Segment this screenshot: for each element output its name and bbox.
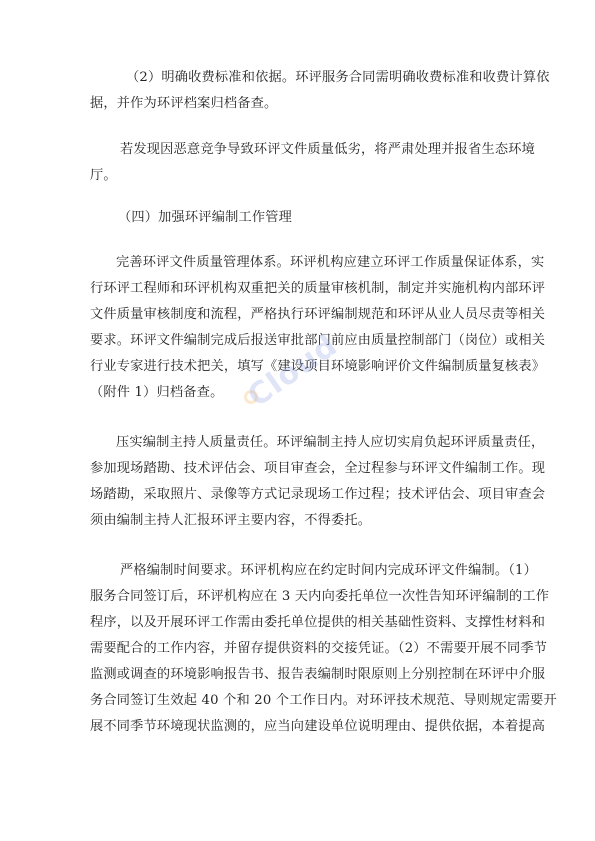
text-line: 须由编制主持人汇报环评主要内容，不得委托。 xyxy=(90,513,372,528)
text-line: 监测或调查的环境影响报告书、报告表编制时限原则上分别控制在环评中介服 xyxy=(90,667,546,682)
text-line: 压实编制主持人质量责任。环评编制主持人应切实肩负起环评质量责任， xyxy=(116,435,545,450)
text-line: 若发现因恶意竞争导致环评文件质量低劣，将严肃处理并报省生态环境 xyxy=(120,142,536,157)
text-line: （2）明确收费标准和依据。环评服务合同需明确收费标准和收费计算依 xyxy=(126,70,550,85)
text-line: 厅。 xyxy=(90,168,117,183)
text-line: 要求。环评文件编制完成后报送审批部门前应由质量控制部门（岗位）或相关 xyxy=(90,333,546,348)
text-line: 展不同季节环境现状监测的，应当向建设单位说明理由、提供依据，本着提高 xyxy=(90,719,546,734)
text-line: 程序，以及开展环评工作需由委托单位提供的相关基础性资料、支撑性材料和 xyxy=(90,615,546,630)
section-heading xyxy=(90,205,505,231)
text-line: 文件质量审核制度和流程，严格执行环评编制规范和环评从业人员尽责等相关 xyxy=(90,307,546,322)
text-line: （附件 1）归档备查。 xyxy=(90,385,224,400)
heading-text: （四）加强环评编制工作管理 xyxy=(118,210,293,225)
text-line: 行业专家进行技术把关，填写《建设项目环境影响评价文件编制质量复核表》 xyxy=(90,359,546,374)
watermark-text: Cloud xyxy=(241,327,345,415)
text-line: 场踏勘，采取照片、录像等方式记录现场工作过程；技术评估会、项目审查会 xyxy=(90,487,546,502)
text-line: 参加现场踏勘、技术评估会、项目审查会，全过程参与环评文件编制工作。现 xyxy=(90,461,546,476)
text-line: 严格编制时间要求。环评机构应在约定时间内完成环评文件编制。（1） xyxy=(120,563,537,578)
paragraph-time-requirements xyxy=(90,558,557,740)
paragraph-malicious-competition xyxy=(90,137,536,189)
text-line: 务合同签订生效起 40 个和 20 个工作日内。对环评技术规范、导则规定需要开 xyxy=(90,693,557,708)
paragraph-host-responsibility xyxy=(90,430,546,534)
text-line: 据，并作为环评档案归档备查。 xyxy=(90,96,278,111)
text-line: 需要配合的工作内容，并留存提供资料的交接凭证。（2）不需要开展不同季节 xyxy=(90,641,548,656)
text-line: 服务合同签订后，环评机构应在 3 天内向委托单位一次性告知环评编制的工作 xyxy=(90,589,550,604)
paragraph-fee-standard xyxy=(90,65,550,117)
text-line: 行环评工程师和环评机构双重把关的质量审核机制，制定并实施机构内部环评 xyxy=(90,281,546,296)
text-line: 完善环评文件质量管理体系。环评机构应建立环评工作质量保证体系，实 xyxy=(116,255,545,270)
